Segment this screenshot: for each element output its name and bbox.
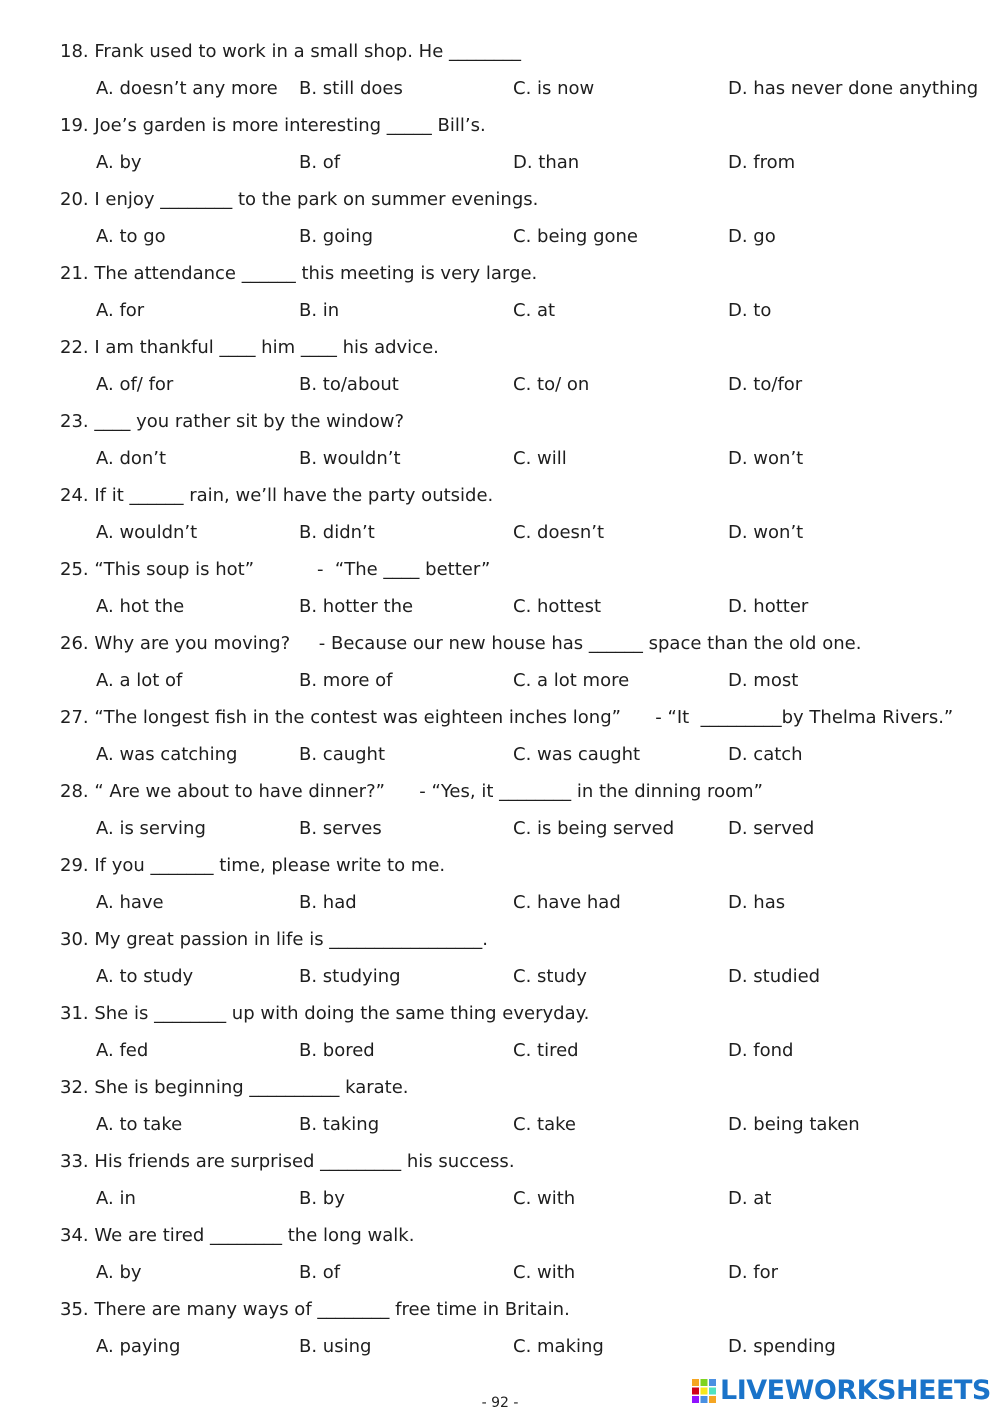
question-item (0, 997, 1000, 1071)
answer-option[interactable]: D. has never done anything (728, 78, 979, 99)
answer-option[interactable]: B. by (299, 1188, 345, 1209)
answer-option[interactable]: D. most (728, 670, 799, 691)
question-text: 19. Joe’s garden is more interesting _____ Bill’s. (60, 115, 486, 136)
answer-option[interactable]: D. to (728, 300, 772, 321)
answer-option[interactable]: B. going (299, 226, 374, 247)
answer-option[interactable]: B. caught (299, 744, 386, 765)
question-item (0, 35, 1000, 109)
answer-option[interactable]: D. won’t (728, 448, 804, 469)
answer-options (0, 151, 1000, 175)
question-item (0, 1071, 1000, 1145)
answer-option[interactable]: B. using (299, 1336, 372, 1357)
question-list (0, 35, 1000, 1367)
answer-option[interactable]: A. don’t (96, 448, 167, 469)
answer-options (0, 817, 1000, 841)
answer-options (0, 521, 1000, 545)
answer-option[interactable]: C. a lot more (513, 670, 630, 691)
answer-option[interactable]: A. of/ for (96, 374, 174, 395)
question-text: 24. If it ______ rain, we’ll have the party outside. (60, 485, 494, 506)
answer-option[interactable]: C. was caught (513, 744, 641, 765)
brand-text: LIVEWORKSHEETS (720, 1375, 991, 1406)
answer-option[interactable]: D. being taken (728, 1114, 860, 1135)
answer-option[interactable]: B. wouldn’t (299, 448, 401, 469)
question-item (0, 405, 1000, 479)
answer-option[interactable]: A. a lot of (96, 670, 183, 691)
question-item (0, 553, 1000, 627)
answer-option[interactable]: B. more of (299, 670, 393, 691)
answer-option[interactable]: C. with (513, 1188, 576, 1209)
answer-option[interactable]: A. by (96, 152, 142, 173)
question-item (0, 109, 1000, 183)
question-item (0, 331, 1000, 405)
answer-option[interactable]: D. served (728, 818, 815, 839)
question-text: 28. “ Are we about to have dinner?” - “Yes, it ________ in the dinning room” (60, 781, 763, 802)
question-item (0, 183, 1000, 257)
question-text: 30. My great passion in life is _________________. (60, 929, 489, 950)
answer-option[interactable]: B. in (299, 300, 340, 321)
answer-option[interactable]: A. paying (96, 1336, 181, 1357)
answer-option[interactable]: D. fond (728, 1040, 794, 1061)
answer-options (0, 1039, 1000, 1063)
answer-option[interactable]: C. study (513, 966, 587, 987)
answer-option[interactable]: B. had (299, 892, 357, 913)
answer-option[interactable]: D. go (728, 226, 776, 247)
question-text: 20. I enjoy ________ to the park on summer evenings. (60, 189, 539, 210)
question-text: 32. She is beginning __________ karate. (60, 1077, 409, 1098)
question-text: 25. “This soup is hot” - “The ____ better” (60, 559, 491, 580)
answer-options (0, 1261, 1000, 1285)
answer-option[interactable]: D. for (728, 1262, 779, 1283)
answer-option[interactable]: D. from (728, 152, 796, 173)
question-item (0, 1293, 1000, 1367)
answer-option[interactable]: C. will (513, 448, 567, 469)
answer-options (0, 1113, 1000, 1137)
answer-option[interactable]: D. hotter (728, 596, 809, 617)
question-item (0, 849, 1000, 923)
answer-option[interactable]: C. take (513, 1114, 576, 1135)
question-text: 34. We are tired ________ the long walk. (60, 1225, 415, 1246)
answer-option[interactable]: D. to/for (728, 374, 803, 395)
answer-option[interactable]: C. have had (513, 892, 621, 913)
question-text: 29. If you _______ time, please write to me. (60, 855, 446, 876)
answer-option[interactable]: B. bored (299, 1040, 375, 1061)
answer-options (0, 373, 1000, 397)
answer-option[interactable]: C. is now (513, 78, 595, 99)
answer-option[interactable]: A. to study (96, 966, 194, 987)
answer-option[interactable]: B. hotter the (299, 596, 414, 617)
answer-option[interactable]: B. still does (299, 78, 403, 99)
answer-option[interactable]: D. has (728, 892, 786, 913)
answer-option[interactable]: A. by (96, 1262, 142, 1283)
answer-option[interactable]: A. hot the (96, 596, 185, 617)
question-item (0, 923, 1000, 997)
answer-option[interactable]: C. tired (513, 1040, 579, 1061)
liveworksheets-brand[interactable] (692, 1374, 991, 1408)
answer-option[interactable]: A. doesn’t any more (96, 78, 278, 99)
question-text: 22. I am thankful ____ him ____ his advice. (60, 337, 439, 358)
answer-option[interactable]: A. fed (96, 1040, 149, 1061)
answer-option[interactable]: D. studied (728, 966, 821, 987)
answer-option[interactable]: A. to go (96, 226, 166, 247)
answer-option[interactable]: D. spending (728, 1336, 836, 1357)
answer-option[interactable]: C. making (513, 1336, 604, 1357)
answer-option[interactable]: B. to/about (299, 374, 399, 395)
answer-options (0, 669, 1000, 693)
question-text: 18. Frank used to work in a small shop. He ________ (60, 41, 522, 62)
answer-options (0, 447, 1000, 471)
question-text: 23. ____ you rather sit by the window? (60, 411, 405, 432)
answer-option[interactable]: C. doesn’t (513, 522, 605, 543)
question-item (0, 1145, 1000, 1219)
question-item (0, 479, 1000, 553)
answer-option[interactable]: B. studying (299, 966, 401, 987)
answer-option[interactable]: C. hottest (513, 596, 602, 617)
answer-option[interactable]: A. was catching (96, 744, 238, 765)
answer-options (0, 299, 1000, 323)
question-text: 26. Why are you moving? - Because our new house has ______ space than the old one. (60, 633, 862, 654)
answer-option[interactable]: A. for (96, 300, 145, 321)
answer-option[interactable]: C. to/ on (513, 374, 590, 395)
question-text: 35. There are many ways of ________ free time in Britain. (60, 1299, 570, 1320)
question-text: 33. His friends are surprised _________ his success. (60, 1151, 515, 1172)
answer-option[interactable]: A. to take (96, 1114, 183, 1135)
answer-options (0, 965, 1000, 989)
question-item (0, 701, 1000, 775)
answer-options (0, 77, 1000, 101)
answer-option[interactable]: D. catch (728, 744, 803, 765)
answer-options (0, 743, 1000, 767)
answer-option[interactable]: C. is being served (513, 818, 675, 839)
answer-option[interactable]: B. of (299, 152, 341, 173)
answer-option[interactable]: B. taking (299, 1114, 380, 1135)
answer-option[interactable]: A. wouldn’t (96, 522, 198, 543)
answer-option[interactable]: D. at (728, 1188, 772, 1209)
answer-option[interactable]: B. of (299, 1262, 341, 1283)
page-number: - 92 - (481, 1395, 519, 1411)
answer-options (0, 1335, 1000, 1359)
question-item (0, 257, 1000, 331)
answer-option[interactable]: C. being gone (513, 226, 638, 247)
answer-options (0, 225, 1000, 249)
question-item (0, 775, 1000, 849)
question-item (0, 627, 1000, 701)
answer-option[interactable]: A. have (96, 892, 164, 913)
question-item (0, 1219, 1000, 1293)
question-text: 27. “The longest fish in the contest was eighteen inches long” - “It _________by Thelma Rivers.” (60, 707, 954, 728)
answer-options (0, 1187, 1000, 1211)
answer-option[interactable]: B. serves (299, 818, 382, 839)
answer-option[interactable]: A. is serving (96, 818, 206, 839)
answer-option[interactable]: D. won’t (728, 522, 804, 543)
answer-option[interactable]: C. with (513, 1262, 576, 1283)
answer-option[interactable]: B. didn’t (299, 522, 375, 543)
question-text: 31. She is ________ up with doing the same thing everyday. (60, 1003, 590, 1024)
liveworksheets-logo-icon (692, 1379, 716, 1403)
question-text: 21. The attendance ______ this meeting is very large. (60, 263, 538, 284)
answer-options (0, 595, 1000, 619)
answer-option[interactable]: D. than (513, 152, 580, 173)
answer-option[interactable]: A. in (96, 1188, 136, 1209)
answer-options (0, 891, 1000, 915)
answer-option[interactable]: C. at (513, 300, 556, 321)
